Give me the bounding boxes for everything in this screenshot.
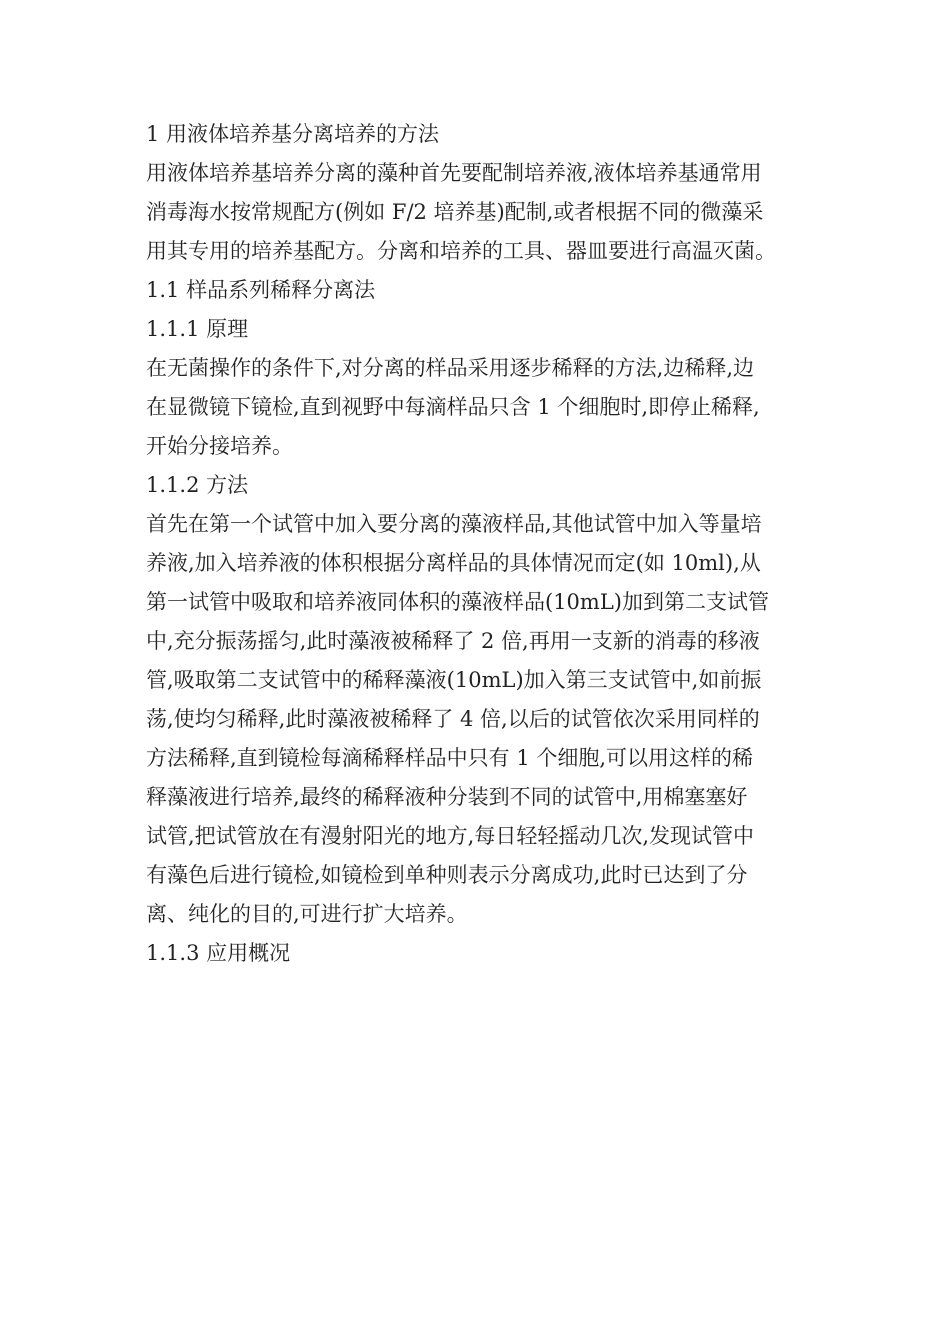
section-heading-1-1-2 xyxy=(146,466,814,505)
paragraph-line: 开始分接培养。 xyxy=(146,434,293,458)
heading-text: 1.1.2 方法 xyxy=(146,473,249,497)
paragraph-line: 释藻液进行培养,最终的稀释液种分装到不同的试管中,用棉塞塞好 xyxy=(146,785,748,809)
section-heading-1 xyxy=(146,115,814,154)
paragraph-line: 养液,加入培养液的体积根据分离样品的具体情况而定(如 10ml),从 xyxy=(146,551,761,575)
paragraph-line: 中,充分振荡摇匀,此时藻液被稀释了 2 倍,再用一支新的消毒的移液 xyxy=(146,629,760,653)
paragraph-line: 荡,使均匀稀释,此时藻液被稀释了 4 倍,以后的试管依次采用同样的 xyxy=(146,707,760,731)
paragraph-line: 离、纯化的目的,可进行扩大培养。 xyxy=(146,902,468,926)
paragraph-line: 首先在第一个试管中加入要分离的藻液样品,其他试管中加入等量培 xyxy=(146,512,762,536)
paragraph-line: 管,吸取第二支试管中的稀释藻液(10mL)加入第三支试管中,如前振 xyxy=(146,668,762,692)
paragraph-line: 第一试管中吸取和培养液同体积的藻液样品(10mL)加到第二支试管 xyxy=(146,590,769,614)
paragraph-line: 方法稀释,直到镜检每滴稀释样品中只有 1 个细胞,可以用这样的稀 xyxy=(146,746,754,770)
heading-text: 1 用液体培养基分离培养的方法 xyxy=(146,122,440,146)
heading-text: 1.1.1 原理 xyxy=(146,317,249,341)
paragraph-line: 用液体培养基培养分离的藻种首先要配制培养液,液体培养基通常用 xyxy=(146,161,762,185)
paragraph-line: 有藻色后进行镜检,如镜检到单种则表示分离成功,此时已达到了分 xyxy=(146,863,748,887)
section-heading-1-1-3 xyxy=(146,934,814,973)
paragraph-intro xyxy=(146,154,814,271)
section-heading-1-1-1 xyxy=(146,310,814,349)
paragraph-line: 试管,把试管放在有漫射阳光的地方,每日轻轻摇动几次,发现试管中 xyxy=(146,824,755,848)
document-page xyxy=(146,115,814,973)
section-heading-1-1 xyxy=(146,271,814,310)
paragraph-method xyxy=(146,505,814,934)
paragraph-line: 消毒海水按常规配方(例如 F/2 培养基)配制,或者根据不同的微藻采 xyxy=(146,200,764,224)
paragraph-principle xyxy=(146,349,814,466)
heading-text: 1.1 样品系列稀释分离法 xyxy=(146,278,376,302)
paragraph-line: 在无菌操作的条件下,对分离的样品采用逐步稀释的方法,边稀释,边 xyxy=(146,356,755,380)
paragraph-line: 在显微镜下镜检,直到视野中每滴样品只含 1 个细胞时,即停止稀释, xyxy=(146,395,760,419)
paragraph-line: 用其专用的培养基配方。分离和培养的工具、器皿要进行高温灭菌。 xyxy=(146,239,776,263)
heading-text: 1.1.3 应用概况 xyxy=(146,941,291,965)
